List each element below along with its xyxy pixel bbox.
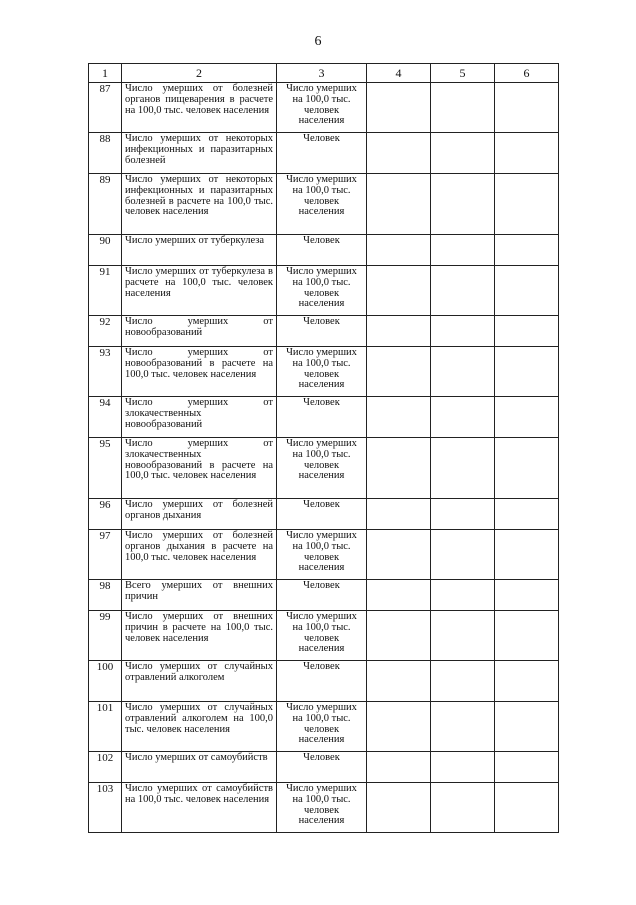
value-cell-4 [367,499,431,530]
unit-of-measure: Человек [277,661,367,702]
row-number: 91 [89,266,122,316]
unit-of-measure: Человек [277,397,367,438]
row-number: 92 [89,316,122,347]
table-row [89,316,559,347]
value-cell-5 [431,133,495,174]
indicator-name: Число умерших от самоубийств [122,752,277,783]
value-cell-4 [367,702,431,752]
table-row [89,530,559,580]
value-cell-6 [495,83,559,133]
indicator-name: Число умерших от самоубийств на 100,0 тыс. человек населения [122,783,277,833]
table-row [89,438,559,499]
table-body [89,83,559,833]
value-cell-6 [495,499,559,530]
table-row [89,702,559,752]
value-cell-5 [431,316,495,347]
value-cell-4 [367,83,431,133]
value-cell-4 [367,530,431,580]
unit-of-measure: Число умерших на 100,0 тыс. человек населения [277,347,367,397]
unit-of-measure: Число умерших на 100,0 тыс. человек населения [277,83,367,133]
table-row [89,174,559,235]
table-row [89,661,559,702]
unit-of-measure: Человек [277,133,367,174]
indicator-name: Число умерших от внешних причин в расчете на 100,0 тыс. человек населения [122,611,277,661]
value-cell-5 [431,266,495,316]
header-row [89,64,559,83]
value-cell-5 [431,83,495,133]
indicator-name: Число умерших от случайных отравлений алкоголем на 100,0 тыс. человек населения [122,702,277,752]
row-number: 95 [89,438,122,499]
value-cell-6 [495,347,559,397]
unit-of-measure: Человек [277,499,367,530]
table-row [89,133,559,174]
table-row [89,235,559,266]
table-row [89,347,559,397]
row-number: 89 [89,174,122,235]
unit-of-measure: Человек [277,235,367,266]
unit-of-measure: Человек [277,580,367,611]
unit-of-measure: Человек [277,752,367,783]
value-cell-6 [495,611,559,661]
unit-of-measure: Число умерших на 100,0 тыс. человек населения [277,611,367,661]
value-cell-5 [431,438,495,499]
unit-of-measure: Число умерших на 100,0 тыс. человек населения [277,438,367,499]
value-cell-4 [367,611,431,661]
indicator-name: Всего умерших от внешних причин [122,580,277,611]
header-col-5: 5 [431,64,495,83]
row-number: 93 [89,347,122,397]
value-cell-4 [367,397,431,438]
value-cell-5 [431,499,495,530]
indicator-name: Число умерших от туберкулеза [122,235,277,266]
value-cell-5 [431,611,495,661]
unit-of-measure: Число умерших на 100,0 тыс. человек населения [277,266,367,316]
value-cell-5 [431,347,495,397]
indicator-name: Число умерших от некоторых инфекционных и паразитарных болезней [122,133,277,174]
value-cell-6 [495,530,559,580]
indicator-name: Число умерших от новообразований в расчете на 100,0 тыс. человек населения [122,347,277,397]
header-col-4: 4 [367,64,431,83]
table-row [89,83,559,133]
table-row [89,580,559,611]
row-number: 87 [89,83,122,133]
value-cell-4 [367,580,431,611]
value-cell-5 [431,397,495,438]
header-col-6: 6 [495,64,559,83]
unit-of-measure: Число умерших на 100,0 тыс. человек населения [277,530,367,580]
indicator-name: Число умерших от новообразований [122,316,277,347]
row-number: 98 [89,580,122,611]
value-cell-4 [367,752,431,783]
row-number: 102 [89,752,122,783]
table-row [89,611,559,661]
value-cell-4 [367,347,431,397]
row-number: 99 [89,611,122,661]
header-col-3: 3 [277,64,367,83]
value-cell-4 [367,235,431,266]
value-cell-6 [495,397,559,438]
header-col-2: 2 [122,64,277,83]
indicator-name: Число умерших от случайных отравлений алкоголем [122,661,277,702]
header-col-1: 1 [89,64,122,83]
indicator-name: Число умерших от болезней органов дыхания [122,499,277,530]
value-cell-6 [495,266,559,316]
value-cell-4 [367,438,431,499]
table-row [89,397,559,438]
value-cell-6 [495,580,559,611]
page-number: 6 [314,34,322,49]
indicator-name: Число умерших от злокачественных новообразований в расчете на 100,0 тыс. человек населения [122,438,277,499]
row-number: 94 [89,397,122,438]
value-cell-6 [495,783,559,833]
value-cell-5 [431,783,495,833]
value-cell-6 [495,702,559,752]
indicator-name: Число умерших от болезней органов дыхания в расчете на 100,0 тыс. человек населения [122,530,277,580]
indicator-name: Число умерших от туберкулеза в расчете на 100,0 тыс. человек населения [122,266,277,316]
value-cell-4 [367,174,431,235]
table-row [89,752,559,783]
value-cell-4 [367,316,431,347]
value-cell-6 [495,661,559,702]
value-cell-6 [495,235,559,266]
value-cell-5 [431,702,495,752]
row-number: 97 [89,530,122,580]
table-row [89,783,559,833]
value-cell-4 [367,783,431,833]
value-cell-5 [431,235,495,266]
value-cell-4 [367,133,431,174]
unit-of-measure: Число умерших на 100,0 тыс. человек населения [277,174,367,235]
value-cell-5 [431,752,495,783]
row-number: 100 [89,661,122,702]
value-cell-5 [431,580,495,611]
value-cell-5 [431,530,495,580]
value-cell-6 [495,174,559,235]
indicator-name: Число умерших от злокачественных новообразований [122,397,277,438]
table-row [89,499,559,530]
row-number: 103 [89,783,122,833]
unit-of-measure: Число умерших на 100,0 тыс. человек населения [277,702,367,752]
value-cell-6 [495,133,559,174]
unit-of-measure: Человек [277,316,367,347]
value-cell-6 [495,752,559,783]
value-cell-6 [495,438,559,499]
indicator-name: Число умерших от болезней органов пищеварения в расчете на 100,0 тыс. человек населения [122,83,277,133]
indicator-name: Число умерших от некоторых инфекционных и паразитарных болезней в расчете на 100,0 тыс. человек населения [122,174,277,235]
value-cell-6 [495,316,559,347]
value-cell-5 [431,174,495,235]
row-number: 90 [89,235,122,266]
indicator-table [88,63,559,833]
value-cell-4 [367,661,431,702]
value-cell-5 [431,661,495,702]
row-number: 96 [89,499,122,530]
value-cell-4 [367,266,431,316]
table-row [89,266,559,316]
unit-of-measure: Число умерших на 100,0 тыс. человек населения [277,783,367,833]
row-number: 101 [89,702,122,752]
row-number: 88 [89,133,122,174]
